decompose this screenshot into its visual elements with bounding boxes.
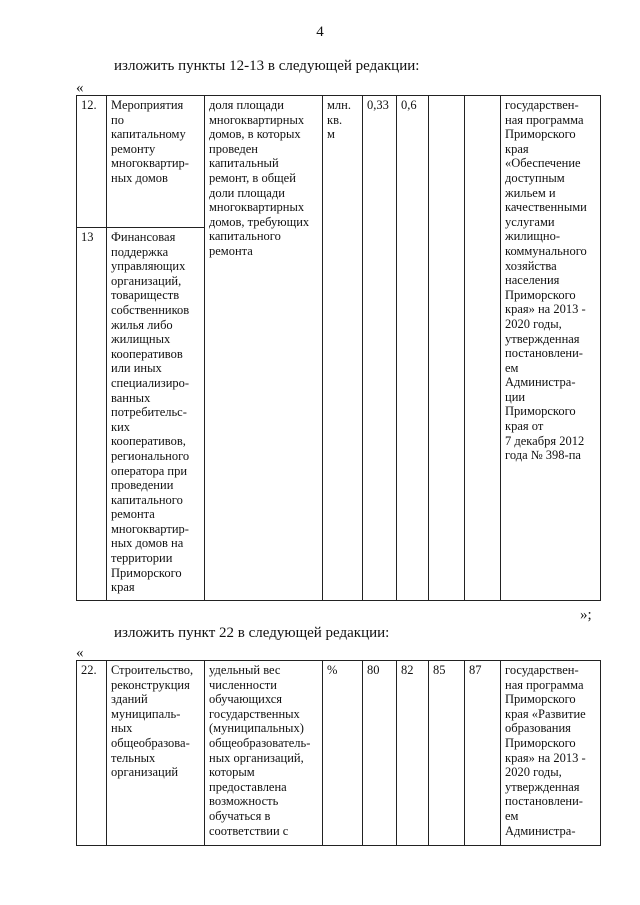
intro-text-item-22: изложить пункт 22 в следующей редакции: — [114, 625, 390, 641]
page-number: 4 — [316, 24, 324, 40]
table-item-22 — [76, 660, 601, 846]
indicator-text-12-13: доля площади многоквартирных домов, в которых проведен капитальный ремонт, в общей доли площади многоквартирных домов, требующих капитального ремонта — [205, 96, 323, 601]
closing-quote-1: »; — [580, 607, 592, 623]
table-row — [77, 96, 601, 228]
value-2-cell: 0,6 — [397, 96, 429, 601]
unit-cell-12-13: млн. кв. м — [323, 96, 363, 601]
value-3-cell: 85 — [429, 661, 465, 846]
value-1-cell: 80 — [363, 661, 397, 846]
row-number-13: 13 — [77, 228, 107, 601]
unit-cell-22: % — [323, 661, 363, 846]
opening-quote-2: « — [76, 645, 84, 661]
table-row — [77, 661, 601, 846]
measure-title-12: Мероприятия по капитальному ремонту многоквартир- ных домов — [107, 96, 205, 228]
value-3-cell — [429, 96, 465, 601]
indicator-text-22: удельный вес численности обучающихся государственных (муниципальных) общеобразователь- ных организаций, которым предоставлена возможность обучаться в соответствии с — [205, 661, 323, 846]
value-2-cell: 82 — [397, 661, 429, 846]
value-1-cell: 0,33 — [363, 96, 397, 601]
row-number-22: 22. — [77, 661, 107, 846]
intro-text-items-12-13: изложить пункты 12-13 в следующей редакции: — [114, 58, 420, 74]
row-number-12: 12. — [77, 96, 107, 228]
program-reference-22: государствен- ная программа Приморского края «Развитие образования Приморского края» на 2013 - 2020 годы, утвержденная постановлени- ем Администра- — [501, 661, 601, 846]
opening-quote-1: « — [76, 80, 84, 96]
value-4-cell: 87 — [465, 661, 501, 846]
measure-title-13: Финансовая поддержка управляющих организаций, товариществ собственников жилья либо жилищных кооперативов или иных специализиро- ванных потребительс- ких кооперативов, регионального оператора при проведении капитального ремонта многоквартир- ных домов на территории Приморского края — [107, 228, 205, 601]
table-items-12-13 — [76, 95, 601, 601]
measure-title-22: Строительство, реконструкция зданий муниципаль- ных общеобразова- тельных организаций — [107, 661, 205, 846]
value-4-cell — [465, 96, 501, 601]
program-reference-12-13: государствен- ная программа Приморского края «Обеспечение доступным жильем и качественными услугами жилищно- коммунального хозяйства населения Приморского края» на 2013 - 2020 годы, утвержденная постановлени- ем Администра- ции Приморского края от 7 декабря 2012 года № 398-па — [501, 96, 601, 601]
